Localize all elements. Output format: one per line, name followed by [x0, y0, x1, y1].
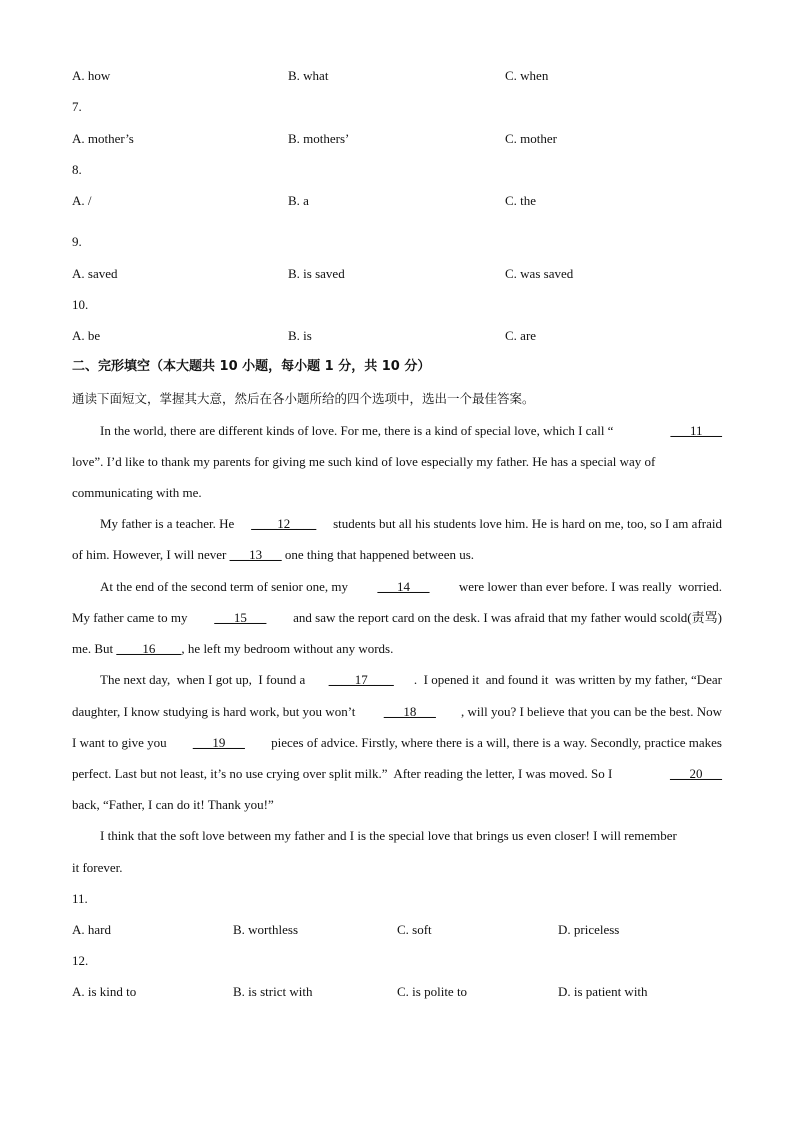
- passage-text: My father came to my: [72, 610, 191, 625]
- option-a: A. is kind to: [72, 984, 137, 999]
- passage-text: , will you? I believe that you can be the best. Now: [460, 704, 722, 719]
- blank-17: ____17____: [328, 672, 394, 687]
- question-number: 9.: [72, 234, 82, 249]
- passage-text: I want to give you: [72, 735, 170, 750]
- blank-11: ___11___: [670, 423, 722, 438]
- instruction: 通读下面短文，掌握其大意，然后在各小题所给的四个选项中，选出一个最佳答案。: [72, 391, 535, 406]
- passage-line: back, “Father, I can do it! Thank you!”: [72, 797, 274, 812]
- passage-line: [72, 704, 722, 720]
- passage-text: me. But: [72, 641, 117, 656]
- passage-text: and saw the report card on the desk. I was afraid that my father would scold(责骂): [289, 610, 722, 625]
- passage-line: I think that the soft love between my father and I is the special love that brings us even closer! I will remember: [100, 828, 677, 843]
- passage-line: [72, 610, 722, 626]
- passage-line: [100, 579, 722, 595]
- passage-text: The next day, when I got up, I found a: [100, 672, 309, 687]
- question-number: 12.: [72, 953, 89, 968]
- passage-text: students but all his students love him. He is hard on me, too, so I am afraid: [329, 516, 722, 531]
- passage-line: [100, 423, 722, 439]
- option-c: C. when: [505, 68, 549, 83]
- blank-18: ___18___: [383, 704, 436, 719]
- passage-text: . I opened it and found it was written by my father, “Dear: [413, 672, 722, 687]
- passage-line: [100, 672, 722, 688]
- option-c: C. is polite to: [397, 984, 468, 999]
- section-title: 二、完形填空（本大题共 10 小题，每小题 1 分，共 10 分）: [72, 359, 431, 374]
- option-b: B. is: [288, 328, 312, 343]
- question-number: 11.: [72, 891, 88, 906]
- passage-text: My father is a teacher. He: [100, 516, 238, 531]
- passage-text: perfect. Last but not least, it’s no use crying over split milk.” After reading the letter, I was moved. So I: [72, 766, 616, 781]
- passage-text: daughter, I know studying is hard work, but you won’t: [72, 704, 359, 719]
- option-b: B. a: [288, 193, 309, 208]
- blank-16: ____16____: [116, 641, 182, 656]
- option-a: A. /: [72, 193, 92, 208]
- option-c: C. soft: [397, 922, 432, 937]
- passage-text: of him. However, I will never: [72, 547, 230, 562]
- option-c: C. the: [505, 193, 537, 208]
- question-number: 8.: [72, 162, 82, 177]
- passage-line: [72, 641, 722, 657]
- question-number: 7.: [72, 99, 82, 114]
- blank-20: ___20___: [670, 766, 722, 781]
- passage-line: [72, 547, 722, 563]
- blank-13: ___13___: [229, 547, 282, 562]
- option-b: B. mothers’: [288, 131, 350, 146]
- passage-line: communicating with me.: [72, 485, 202, 500]
- option-a: A. be: [72, 328, 101, 343]
- option-b: B. is saved: [288, 266, 345, 281]
- option-c: C. are: [505, 328, 537, 343]
- blank-14: ___14___: [377, 579, 430, 594]
- option-a: A. mother’s: [72, 131, 134, 146]
- option-b: B. worthless: [233, 922, 298, 937]
- option-a: A. saved: [72, 266, 118, 281]
- blank-19: ___19___: [192, 735, 245, 750]
- option-a: A. how: [72, 68, 111, 83]
- passage-text: pieces of advice. Firstly, where there is a will, there is a way. Secondly, practice makes: [267, 735, 722, 750]
- passage-text: were lower than ever before. I was really worried.: [455, 579, 722, 594]
- passage-line: [100, 516, 722, 532]
- passage-line: love”. I’d like to thank my parents for giving me such kind of love especially my father. He has a special way of: [72, 454, 656, 469]
- passage-line: [72, 766, 722, 782]
- blank-15: ___15___: [214, 610, 267, 625]
- option-b: B. what: [288, 68, 329, 83]
- passage-line: it forever.: [72, 860, 123, 875]
- passage-text: one thing that happened between us.: [281, 547, 475, 562]
- passage-text: In the world, there are different kinds of love. For me, there is a kind of special love, which I call “: [100, 423, 614, 438]
- option-b: B. is strict with: [233, 984, 313, 999]
- blank-12: ____12____: [251, 516, 317, 531]
- option-d: D. priceless: [558, 922, 620, 937]
- passage-text: At the end of the second term of senior one, my: [100, 579, 352, 594]
- option-c: C. mother: [505, 131, 557, 146]
- passage-text: , he left my bedroom without any words.: [181, 641, 394, 656]
- question-number: 10.: [72, 297, 89, 312]
- passage-line: [72, 735, 722, 751]
- option-a: A. hard: [72, 922, 111, 937]
- option-c: C. was saved: [505, 266, 574, 281]
- option-d: D. is patient with: [558, 984, 648, 999]
